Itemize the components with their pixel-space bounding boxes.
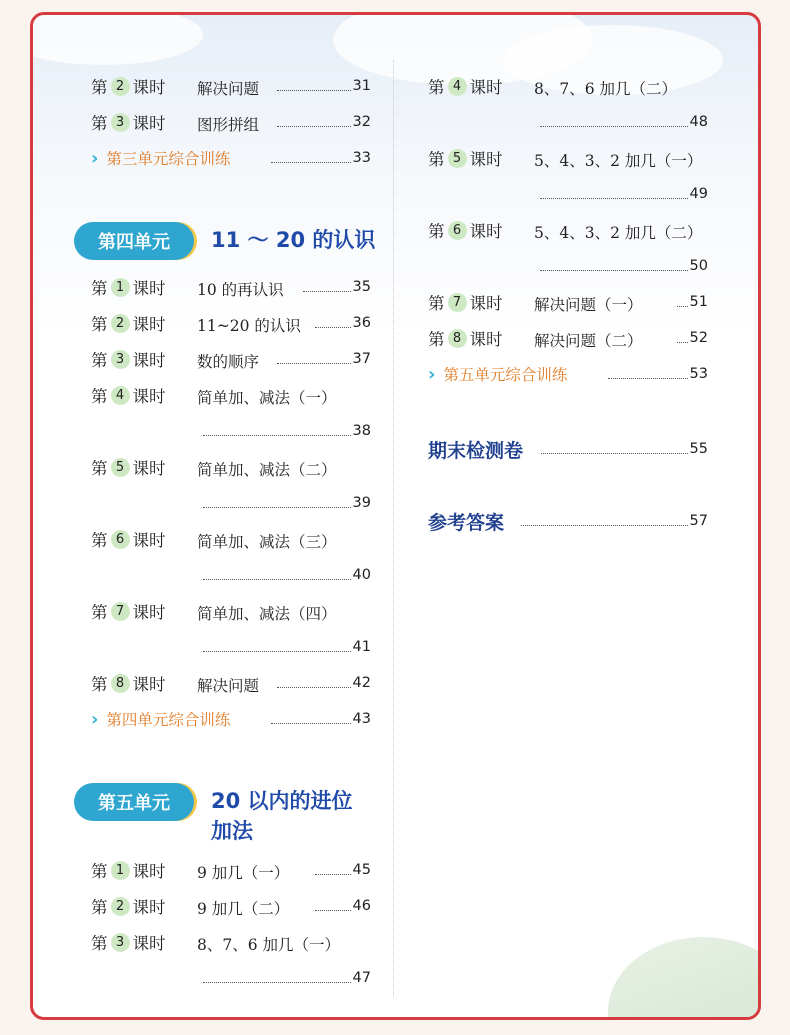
lesson-suffix: 课时 [469, 78, 503, 97]
page-number: 42 [352, 675, 371, 691]
unit-review-entry[interactable] [428, 362, 567, 386]
lesson-number-badge: 6 [448, 221, 467, 240]
toc-entry[interactable] [91, 599, 166, 623]
unit-title-line: 20 以内的进位 [211, 789, 353, 813]
page-number: 40 [352, 567, 371, 583]
toc-entry[interactable] [428, 218, 503, 242]
toc-entry[interactable] [428, 146, 503, 170]
lesson-title: 解决问题 [197, 677, 260, 695]
page-number: 36 [352, 315, 371, 331]
leader-dots [271, 707, 371, 731]
lesson-prefix: 第 [91, 675, 108, 694]
lesson-suffix: 课时 [469, 294, 503, 313]
lesson-title: 简单加、减法（四） [197, 605, 337, 623]
unit-review-entry[interactable] [91, 707, 230, 731]
answers-entry[interactable] [428, 507, 504, 535]
page-number: 51 [689, 294, 708, 310]
unit-badge: 第四单元 [74, 222, 194, 260]
lesson-suffix: 课时 [469, 150, 503, 169]
lesson-prefix: 第 [91, 387, 108, 406]
lesson-suffix: 课时 [132, 351, 166, 370]
toc-entry[interactable] [91, 383, 166, 407]
right-column [395, 15, 755, 1015]
unit-title: 11 ～ 20 的认识 [211, 228, 376, 252]
lesson-prefix: 第 [91, 459, 108, 478]
page-number: 52 [689, 330, 708, 346]
toc-entry[interactable] [91, 894, 166, 918]
lesson-number-badge: 3 [111, 933, 130, 952]
leader-dots [203, 635, 371, 659]
lesson-title: 10 的再认识 [197, 281, 284, 299]
lesson-title: 11~20 的认识 [197, 317, 301, 335]
lesson-title: 9 加几（一） [197, 864, 290, 882]
toc-entry[interactable] [91, 110, 166, 134]
lesson-number-badge: 7 [448, 293, 467, 312]
toc-entry[interactable] [91, 311, 166, 335]
page-number: 43 [352, 711, 371, 727]
lesson-number-badge: 4 [448, 77, 467, 96]
leader-dots [315, 894, 371, 918]
chevron-right-icon: › [91, 708, 99, 730]
review-title: 第四单元综合训练 [106, 711, 231, 729]
lesson-prefix: 第 [91, 898, 108, 917]
lesson-number-badge: 5 [448, 149, 467, 168]
lesson-prefix: 第 [91, 351, 108, 370]
leader-dots [303, 275, 371, 299]
toc-entry[interactable] [428, 74, 503, 98]
page-number: 31 [352, 78, 371, 94]
lesson-suffix: 课时 [469, 330, 503, 349]
leader-dots [271, 146, 371, 170]
leader-dots [203, 491, 371, 515]
lesson-title: 解决问题 [197, 80, 260, 98]
lesson-title: 解决问题（一） [534, 296, 643, 314]
review-title: 第五单元综合训练 [443, 366, 568, 384]
lesson-suffix: 课时 [132, 114, 166, 133]
lesson-number-badge: 3 [111, 350, 130, 369]
unit-badge: 第五单元 [74, 783, 194, 821]
toc-entry[interactable] [91, 347, 166, 371]
column-divider [393, 60, 394, 997]
leader-dots [203, 563, 371, 587]
leader-dots [608, 362, 708, 386]
lesson-prefix: 第 [91, 934, 108, 953]
page-number: 45 [352, 862, 371, 878]
leader-dots [203, 966, 371, 990]
lesson-number-badge: 2 [111, 897, 130, 916]
page-number: 50 [689, 258, 708, 274]
lesson-suffix: 课时 [132, 675, 166, 694]
lesson-title: 8、7、6 加几（二） [534, 80, 678, 98]
lesson-suffix: 课时 [469, 222, 503, 241]
leader-dots [277, 347, 371, 371]
lesson-number-badge: 5 [111, 458, 130, 477]
page-number: 35 [352, 279, 371, 295]
lesson-suffix: 课时 [132, 459, 166, 478]
leader-dots [677, 326, 708, 350]
chevron-right-icon: › [428, 363, 436, 385]
leader-dots [540, 182, 708, 206]
page-number: 47 [352, 970, 371, 986]
toc-entry[interactable] [91, 527, 166, 551]
lesson-number-badge: 1 [111, 278, 130, 297]
leader-dots [277, 74, 371, 98]
lesson-title: 简单加、减法（一） [197, 389, 337, 407]
lesson-number-badge: 2 [111, 314, 130, 333]
leader-dots [315, 858, 371, 882]
leader-dots [677, 290, 708, 314]
toc-entry[interactable] [91, 455, 166, 479]
leader-dots [541, 437, 708, 461]
page-number: 32 [352, 114, 371, 130]
lesson-prefix: 第 [428, 78, 445, 97]
toc-entry[interactable] [91, 930, 166, 954]
lesson-prefix: 第 [91, 78, 108, 97]
lesson-number-badge: 8 [111, 674, 130, 693]
leader-dots [277, 671, 371, 695]
leader-dots [521, 509, 708, 533]
lesson-prefix: 第 [91, 279, 108, 298]
page-number: 33 [352, 150, 371, 166]
toc-entry[interactable] [428, 326, 503, 350]
page-number: 38 [352, 423, 371, 439]
lesson-number-badge: 4 [111, 386, 130, 405]
page-number: 37 [352, 351, 371, 367]
toc-entry[interactable] [91, 275, 166, 299]
lesson-suffix: 课时 [132, 279, 166, 298]
leader-dots [277, 110, 371, 134]
lesson-number-badge: 1 [111, 861, 130, 880]
toc-entry[interactable] [91, 74, 166, 98]
leader-dots [315, 311, 371, 335]
lesson-prefix: 第 [91, 531, 108, 550]
lesson-title: 简单加、减法（二） [197, 461, 337, 479]
lesson-prefix: 第 [428, 150, 445, 169]
page-number: 55 [689, 441, 708, 457]
lesson-suffix: 课时 [132, 862, 166, 881]
lesson-suffix: 课时 [132, 387, 166, 406]
left-column [33, 15, 393, 1015]
final-exam-title: 期末检测卷 [428, 439, 524, 462]
lesson-title: 简单加、减法（三） [197, 533, 337, 551]
lesson-prefix: 第 [91, 862, 108, 881]
lesson-prefix: 第 [91, 114, 108, 133]
unit-title [211, 786, 353, 846]
lesson-suffix: 课时 [132, 315, 166, 334]
page-number: 48 [689, 114, 708, 130]
unit-review-entry[interactable] [91, 146, 230, 170]
lesson-suffix: 课时 [132, 898, 166, 917]
lesson-title: 5、4、3、2 加几（一） [534, 152, 703, 170]
lesson-number-badge: 2 [111, 77, 130, 96]
lesson-title: 5、4、3、2 加几（二） [534, 224, 703, 242]
toc-entry[interactable] [91, 858, 166, 882]
leader-dots [540, 110, 708, 134]
lesson-suffix: 课时 [132, 934, 166, 953]
page-number: 49 [689, 186, 708, 202]
toc-entry[interactable] [428, 290, 503, 314]
page-number: 41 [352, 639, 371, 655]
lesson-suffix: 课时 [132, 78, 166, 97]
lesson-suffix: 课时 [132, 531, 166, 550]
review-title: 第三单元综合训练 [106, 150, 231, 168]
leader-dots [203, 419, 371, 443]
lesson-prefix: 第 [91, 315, 108, 334]
lesson-number-badge: 8 [448, 329, 467, 348]
page-frame [30, 12, 761, 1020]
lesson-prefix: 第 [428, 330, 445, 349]
lesson-prefix: 第 [428, 294, 445, 313]
lesson-number-badge: 3 [111, 113, 130, 132]
lesson-prefix: 第 [91, 603, 108, 622]
unit-title-line: 加法 [211, 819, 253, 843]
lesson-title: 解决问题（二） [534, 332, 643, 350]
lesson-number-badge: 6 [111, 530, 130, 549]
lesson-suffix: 课时 [132, 603, 166, 622]
page-number: 57 [689, 513, 708, 529]
page-number: 46 [352, 898, 371, 914]
lesson-title: 8、7、6 加几（一） [197, 936, 341, 954]
lesson-prefix: 第 [428, 222, 445, 241]
answers-title: 参考答案 [428, 511, 505, 534]
page-number: 53 [689, 366, 708, 382]
lesson-title: 数的顺序 [197, 353, 260, 371]
leader-dots [540, 254, 708, 278]
toc-entry[interactable] [91, 671, 166, 695]
final-exam-entry[interactable] [428, 435, 523, 463]
lesson-title: 图形拼组 [197, 116, 260, 134]
chevron-right-icon: › [91, 147, 99, 169]
lesson-title: 9 加几（二） [197, 900, 290, 918]
page-number: 39 [352, 495, 371, 511]
lesson-number-badge: 7 [111, 602, 130, 621]
